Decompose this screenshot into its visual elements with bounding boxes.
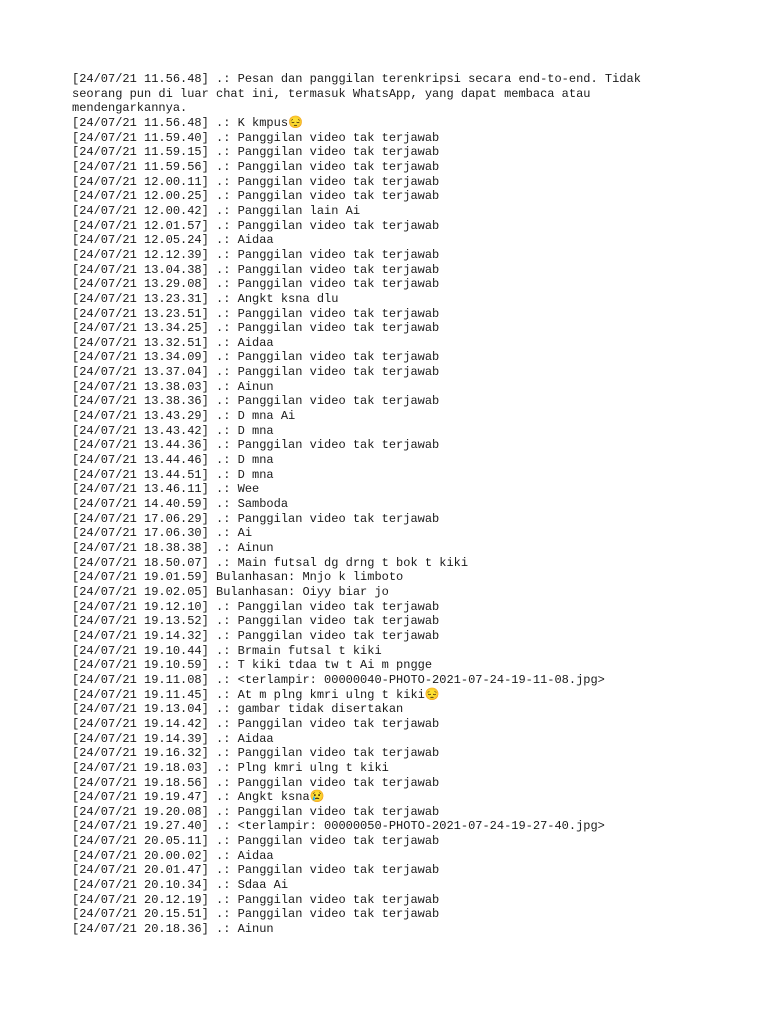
chat-line: [24/07/21 19.18.03] .: Plng kmri ulng t kiki — [72, 760, 389, 775]
chat-line: [24/07/21 14.40.59] .: Samboda — [72, 497, 289, 512]
chat-line: [24/07/21 12.05.24] .: Aidaa — [72, 233, 274, 248]
chat-line: [24/07/21 11.59.40] .: Panggilan video tak terjawab — [72, 130, 440, 145]
chat-line: [24/07/21 19.27.40] .: <terlampir: 00000050-PHOTO-2021-07-24-19-27-40.jpg> — [72, 819, 605, 834]
chat-line: [24/07/21 11.56.48] .: Pesan dan panggilan terenkripsi secara end-to-end. Tidak seorang pun di luar chat ini, termasuk WhatsApp, yang dapat membaca atau mendengarkannya. — [72, 72, 649, 116]
chat-line: [24/07/21 19.11.45] .: At m plng kmri ulng t kiki😔 — [72, 687, 440, 702]
chat-line: [24/07/21 12.01.57] .: Panggilan video tak terjawab — [72, 218, 440, 233]
chat-line: [24/07/21 20.18.36] .: Ainun — [72, 922, 274, 937]
chat-line: [24/07/21 19.13.52] .: Panggilan video tak terjawab — [72, 614, 440, 629]
chat-line: [24/07/21 13.37.04] .: Panggilan video tak terjawab — [72, 365, 440, 380]
chat-line: [24/07/21 19.12.10] .: Panggilan video tak terjawab — [72, 599, 440, 614]
chat-line: [24/07/21 12.12.39] .: Panggilan video tak terjawab — [72, 247, 440, 262]
chat-line: [24/07/21 19.02.05] Bulanhasan: Oiyy biar jo — [72, 584, 389, 599]
chat-line: [24/07/21 13.44.36] .: Panggilan video tak terjawab — [72, 438, 440, 453]
chat-line: [24/07/21 13.34.25] .: Panggilan video tak terjawab — [72, 321, 440, 336]
chat-line: [24/07/21 20.01.47] .: Panggilan video tak terjawab — [72, 863, 440, 878]
chat-line: [24/07/21 18.38.38] .: Ainun — [72, 541, 274, 555]
chat-line: [24/07/21 11.59.56] .: Panggilan video tak terjawab — [72, 159, 440, 174]
chat-line: [24/07/21 13.44.46] .: D mna — [72, 453, 274, 468]
chat-line: [24/07/21 19.16.32] .: Panggilan video tak terjawab — [72, 746, 440, 761]
chat-line: [24/07/21 11.59.15] .: Panggilan video tak terjawab — [72, 145, 440, 160]
chat-line: [24/07/21 18.50.07] .: Main futsal dg drng t bok t kiki — [72, 555, 469, 570]
chat-line: [24/07/21 11.56.48] .: K kmpus😔 — [72, 115, 303, 130]
chat-line: [24/07/21 13.23.31] .: Angkt ksna dlu — [72, 291, 339, 306]
chat-line: [24/07/21 20.05.11] .: Panggilan video tak terjawab — [72, 834, 440, 849]
chat-line: [24/07/21 17.06.30] .: Ai — [72, 526, 253, 541]
chat-line: [24/07/21 20.10.34] .: Sdaa Ai — [72, 878, 289, 893]
chat-line: [24/07/21 13.29.08] .: Panggilan video tak terjawab — [72, 277, 440, 292]
chat-line: [24/07/21 19.14.39] .: Aidaa — [72, 731, 274, 746]
chat-line: [24/07/21 19.11.08] .: <terlampir: 00000040-PHOTO-2021-07-24-19-11-08.jpg> — [72, 672, 605, 687]
chat-line: [24/07/21 13.38.03] .: Ainun — [72, 379, 274, 394]
chat-line: [24/07/21 13.38.36] .: Panggilan video tak terjawab — [72, 394, 440, 409]
chat-line: [24/07/21 19.20.08] .: Panggilan video tak terjawab — [72, 804, 440, 819]
chat-line: [24/07/21 12.00.42] .: Panggilan lain Ai — [72, 203, 361, 218]
chat-line: [24/07/21 13.43.42] .: D mna — [72, 423, 274, 438]
chat-line: [24/07/21 13.23.51] .: Panggilan video tak terjawab — [72, 306, 440, 321]
chat-line: [24/07/21 19.18.56] .: Panggilan video tak terjawab — [72, 775, 440, 790]
chat-line: [24/07/21 19.13.04] .: gambar tidak disertakan — [72, 702, 404, 717]
chat-line: [24/07/21 20.12.19] .: Panggilan video tak terjawab — [72, 892, 440, 907]
chat-line: [24/07/21 19.10.44] .: Brmain futsal t kiki — [72, 643, 382, 658]
chat-line: [24/07/21 13.34.09] .: Panggilan video tak terjawab — [72, 350, 440, 365]
chat-line: [24/07/21 13.04.38] .: Panggilan video tak terjawab — [72, 262, 440, 277]
chat-line: [24/07/21 12.00.11] .: Panggilan video tak terjawab — [72, 174, 440, 189]
chat-line: [24/07/21 13.46.11] .: Wee — [72, 482, 260, 497]
chat-transcript — [72, 72, 696, 937]
chat-line: [24/07/21 19.10.59] .: T kiki tdaa tw t Ai m pngge — [72, 658, 433, 673]
chat-line: [24/07/21 19.01.59] Bulanhasan: Mnjo k limboto — [72, 570, 404, 585]
chat-line: [24/07/21 19.14.42] .: Panggilan video tak terjawab — [72, 716, 440, 731]
chat-line: [24/07/21 19.19.47] .: Angkt ksna😢 — [72, 790, 325, 805]
chat-line: [24/07/21 20.00.02] .: Aidaa — [72, 848, 274, 863]
chat-line: [24/07/21 19.14.32] .: Panggilan video tak terjawab — [72, 628, 440, 643]
chat-line: [24/07/21 17.06.29] .: Panggilan video tak terjawab — [72, 511, 440, 526]
chat-line: [24/07/21 12.00.25] .: Panggilan video tak terjawab — [72, 189, 440, 204]
chat-line: [24/07/21 13.44.51] .: D mna — [72, 467, 274, 482]
chat-line: [24/07/21 13.32.51] .: Aidaa — [72, 335, 274, 350]
chat-line: [24/07/21 20.15.51] .: Panggilan video tak terjawab — [72, 907, 440, 922]
chat-line: [24/07/21 13.43.29] .: D mna Ai — [72, 409, 296, 424]
